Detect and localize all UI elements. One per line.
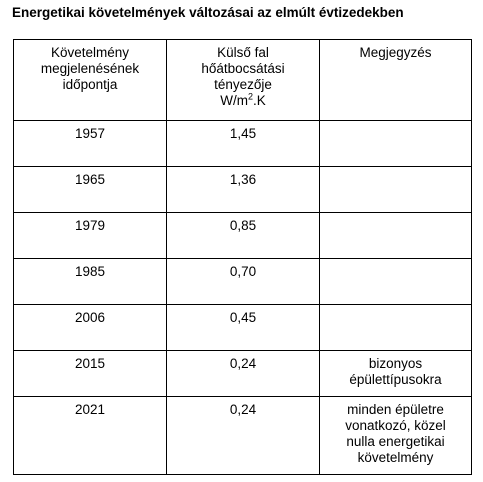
value-cell: 1,36 — [167, 167, 320, 213]
note-cell — [320, 167, 472, 213]
note-cell — [320, 121, 472, 167]
year-cell: 1985 — [14, 259, 167, 305]
note-cell: minden épületre vonatkozó, közel nulla energetikai követelmény — [320, 397, 472, 475]
value-cell: 0,24 — [167, 351, 320, 397]
requirements-table — [13, 39, 472, 475]
header-u-value — [167, 40, 320, 121]
value-cell: 0,85 — [167, 213, 320, 259]
table-row — [14, 167, 472, 213]
table-row — [14, 121, 472, 167]
table-row — [14, 397, 472, 475]
year-cell: 2015 — [14, 351, 167, 397]
header-u-value-sup: 2 — [247, 91, 253, 102]
header-requirement-date: Követelmény megjelenésének időpontja — [14, 40, 167, 121]
year-cell: 2006 — [14, 305, 167, 351]
table-row — [14, 305, 472, 351]
table-row — [14, 259, 472, 305]
year-cell: 1965 — [14, 167, 167, 213]
header-u-value-text: Külső fal hőátbocsátási tényezője W/m — [201, 45, 285, 108]
header-u-value-unit-tail: .K — [253, 93, 266, 108]
note-cell — [320, 305, 472, 351]
header-remark: Megjegyzés — [320, 40, 472, 121]
note-cell — [320, 259, 472, 305]
year-cell: 1957 — [14, 121, 167, 167]
table-row — [14, 351, 472, 397]
value-cell: 0,45 — [167, 305, 320, 351]
table-row — [14, 213, 472, 259]
note-cell — [320, 213, 472, 259]
note-cell: bizonyos épülettípusokra — [320, 351, 472, 397]
value-cell: 0,70 — [167, 259, 320, 305]
table-header-row — [14, 40, 472, 121]
document-title: Energetikai követelmények változásai az elmúlt évtizedekben — [12, 5, 404, 20]
value-cell: 1,45 — [167, 121, 320, 167]
year-cell: 1979 — [14, 213, 167, 259]
year-cell: 2021 — [14, 397, 167, 475]
value-cell: 0,24 — [167, 397, 320, 475]
